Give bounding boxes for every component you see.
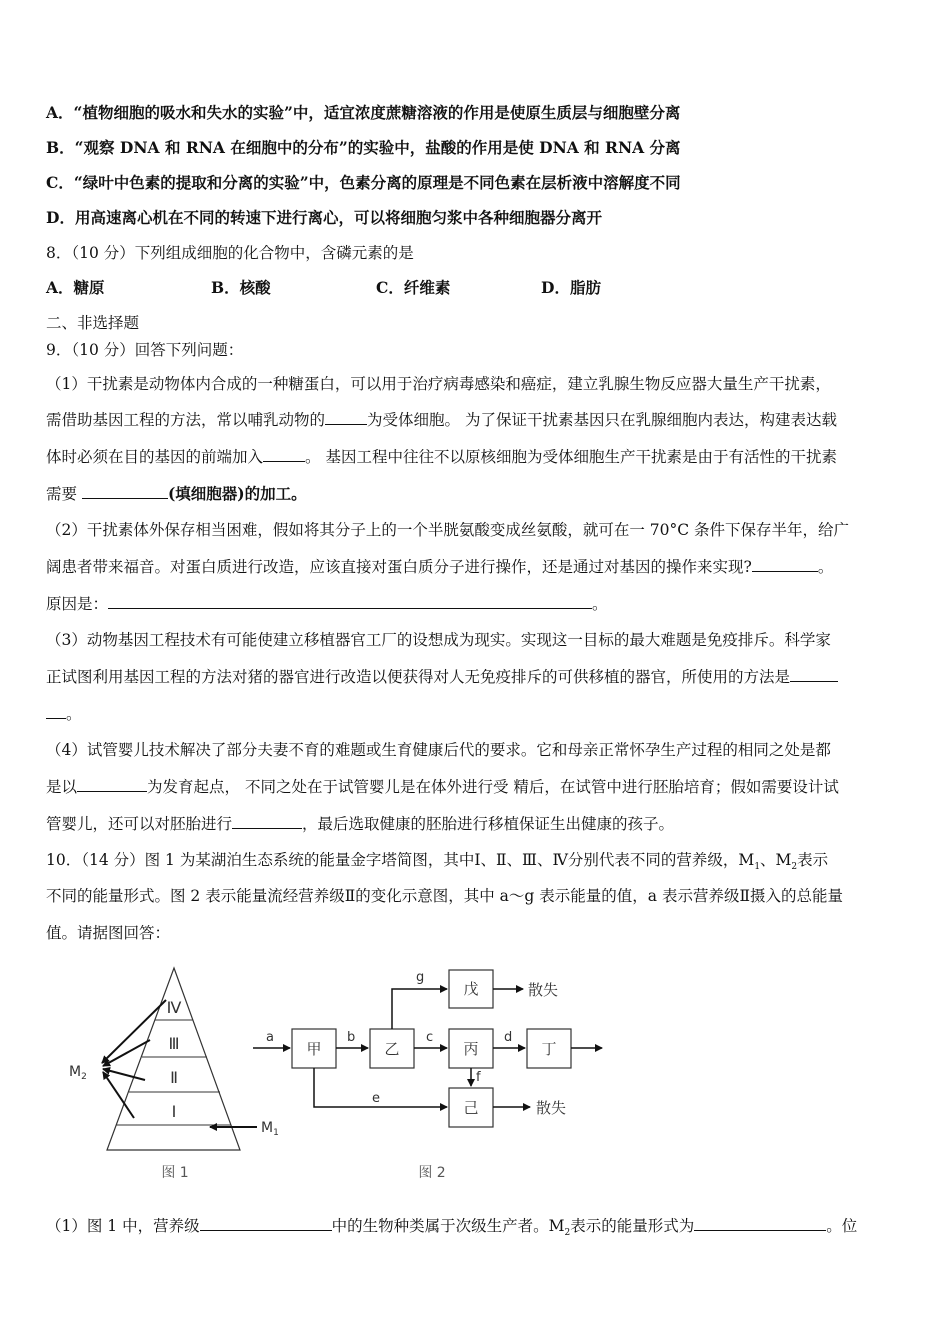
q7-option-b: B．“观察 DNA 和 RNA 在细胞中的分布”的实验中，盐酸的作用是使 DNA 和 RNA 分离 bbox=[46, 138, 681, 157]
energy-pyramid bbox=[69, 968, 279, 1181]
q8-option-d: D．脂肪 bbox=[541, 278, 601, 297]
q10-sub1: （1）图 1 中，营养级 中的生物种类属于次级生产者。$M_2$表示的能量形式为 。位 bbox=[46, 1217, 858, 1239]
q9-p3-line1: （3）动物基因工程技术有可能使建立移植器官工厂的设想成为现实。实现这一目标的最大难题是免疫排斥。科学家 bbox=[46, 631, 831, 649]
q10-line3: 值。请据图回答： bbox=[46, 924, 171, 942]
box-yi-label: 乙 bbox=[384, 1040, 400, 1058]
q7-option-a: A．“植物细胞的吸水和失水的实验”中，适宜浓度蔗糖溶液的作用是使原生质层与细胞壁分离 bbox=[46, 103, 681, 122]
q7-option-c: C．“绿叶中色素的提取和分离的实验”中，色素分离的原理是不同色素在层析液中溶解度不同 bbox=[46, 173, 681, 192]
q9-p4-line3: 管婴儿，还可以对胚胎进行 ，最后选取健康的胚胎进行移植保证生出健康的孩子。 bbox=[46, 815, 675, 833]
edge-d-label: d bbox=[504, 1030, 513, 1045]
edge-b-label: b bbox=[347, 1030, 356, 1045]
level-ii-label: Ⅱ bbox=[170, 1068, 178, 1087]
level-iii-label: Ⅲ bbox=[168, 1034, 180, 1053]
edge-e-label: e bbox=[372, 1091, 380, 1106]
answer-blank bbox=[694, 1216, 826, 1231]
answer-blank bbox=[325, 410, 367, 425]
q9-p3-line2: 正试图利用基因工程的方法对猪的器官进行改造以便获得对人无免疫排斥的可供移植的器官，所使用的方法是 bbox=[46, 667, 838, 687]
loss2-label: 散失 bbox=[536, 1099, 567, 1117]
box-wu-label: 戊 bbox=[463, 980, 479, 998]
energy-flow-diagram bbox=[253, 970, 602, 1181]
box-bing-label: 丙 bbox=[463, 1040, 479, 1058]
heat-arrow bbox=[102, 1000, 166, 1063]
m2-label: $M_2$ bbox=[69, 1064, 87, 1082]
q9-p1-line2: 需借助基因工程的方法，常以哺乳动物的 为受体细胞。 为了保证干扰素基因只在乳腺细胞内表达，构建表达载 bbox=[46, 411, 837, 429]
fig1-caption: 图 1 bbox=[161, 1165, 189, 1181]
q9-stem: 9．（10 分）回答下列问题： bbox=[46, 341, 244, 359]
answer-blank bbox=[752, 557, 818, 572]
box-jia-label: 甲 bbox=[306, 1040, 322, 1058]
figures bbox=[0, 950, 950, 1190]
q8-stem: 8．（10 分）下列组成细胞的化合物中，含磷元素的是 bbox=[46, 244, 414, 262]
heat-arrow bbox=[103, 1072, 134, 1118]
heat-arrow bbox=[103, 1069, 145, 1080]
q8-option-b: B．核酸 bbox=[211, 278, 271, 297]
answer-blank bbox=[77, 777, 147, 792]
arrow-e bbox=[314, 1068, 447, 1107]
q9-p1-line4: 需要 (填细胞器)的加工。 bbox=[46, 484, 307, 503]
q9-p4-line2: 是以 为发育起点， 不同之处在于试管婴儿是在体外进行受 精后，在试管中进行胚胎培育；假如需要设计试 bbox=[46, 778, 839, 796]
answer-blank bbox=[200, 1216, 332, 1231]
arrow-g bbox=[392, 989, 447, 1029]
answer-blank bbox=[108, 594, 592, 609]
pyramid-outline bbox=[107, 968, 240, 1150]
q9-p1-line1: （1）干扰素是动物体内合成的一种糖蛋白，可以用于治疗病毒感染和癌症，建立乳腺生物反应器大量生产干扰素， bbox=[46, 375, 831, 393]
box-ding-label: 丁 bbox=[541, 1040, 557, 1058]
edge-c-label: c bbox=[426, 1030, 434, 1045]
q8-options bbox=[46, 278, 601, 298]
section-heading: 二、非选择题 bbox=[46, 314, 140, 332]
answer-blank bbox=[790, 667, 838, 682]
q9-p2-line3: 原因是： 。 bbox=[46, 595, 608, 613]
answer-blank bbox=[263, 447, 305, 462]
q10-line2: 不同的能量形式。图 2 表示能量流经营养级Ⅱ的变化示意图，其中 a～g 表示能量的值，a 表示营养级Ⅱ摄入的总能量 bbox=[46, 887, 843, 905]
answer-blank bbox=[232, 814, 302, 829]
box-ji-label: 己 bbox=[463, 1099, 479, 1117]
m1-label: $M_1$ bbox=[261, 1120, 279, 1138]
edge-g-label: g bbox=[416, 970, 425, 985]
edge-f-label: f bbox=[476, 1070, 481, 1085]
q8-option-c: C．纤维素 bbox=[376, 278, 451, 297]
fig2-caption: 图 2 bbox=[418, 1165, 446, 1181]
loss1-label: 散失 bbox=[528, 981, 559, 999]
q9-p2-line2: 阔患者带来福音。对蛋白质进行改造，应该直接对蛋白质分子进行操作，还是通过对基因的操作来实现? 。 bbox=[46, 558, 834, 576]
q7-option-d: D．用高速离心机在不同的转速下进行离心，可以将细胞匀浆中各种细胞器分离开 bbox=[46, 208, 602, 227]
answer-blank bbox=[46, 704, 66, 719]
q9-p3-line3: 。 bbox=[46, 704, 82, 724]
level-iv-label: Ⅳ bbox=[166, 998, 182, 1017]
q9-p2-line1: （2）干扰素体外保存相当困难，假如将其分子上的一个半胱氨酸变成丝氨酸，就可在一 70°C 条件下保存半年，给广 bbox=[46, 521, 850, 539]
edge-a-label: a bbox=[266, 1030, 274, 1045]
q9-p1-line3: 体时必须在目的基因的前端加入 。 基因工程中往往不以原核细胞为受体细胞生产干扰素是由于有活性的干扰素 bbox=[46, 448, 837, 466]
answer-blank bbox=[82, 484, 168, 499]
q8-option-a: A．糖原 bbox=[46, 278, 105, 297]
q10-line1: 10．（14 分）图 1 为某湖泊生态系统的能量金字塔简图，其中Ⅰ、Ⅱ、Ⅲ、Ⅳ分别代表不同的营养级，$M_1$、$M_2$表示 bbox=[46, 851, 829, 873]
q9-p4-line1: （4）试管婴儿技术解决了部分夫妻不育的难题或生育健康后代的要求。它和母亲正常怀孕生产过程的相同之处是都 bbox=[46, 741, 831, 759]
level-i-label: Ⅰ bbox=[171, 1102, 177, 1121]
